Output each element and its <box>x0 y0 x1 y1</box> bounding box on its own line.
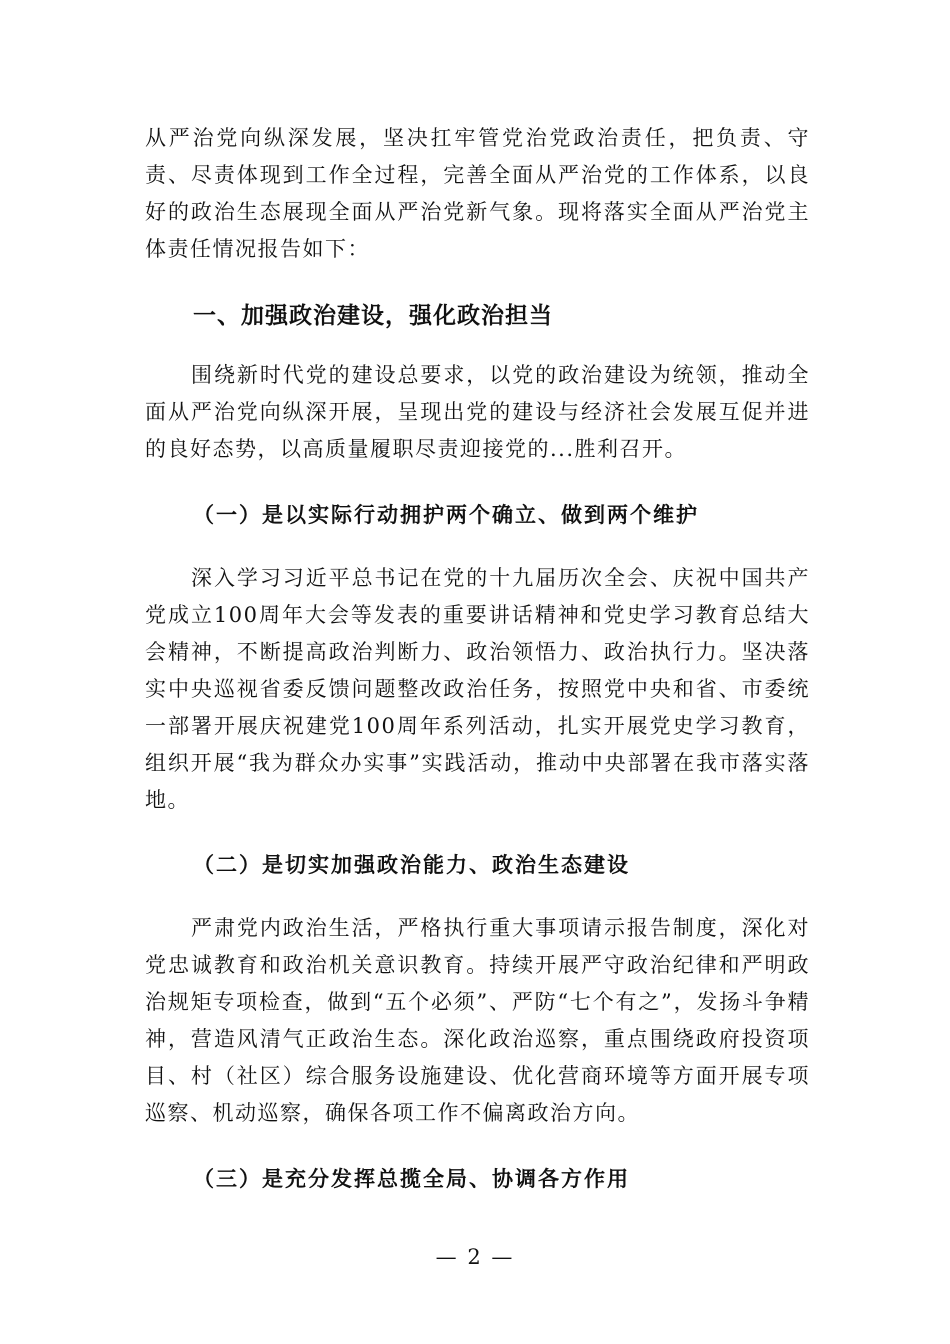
subheading-2: （二）是切实加强政治能力、政治生态建设 <box>193 852 630 877</box>
sub1-paragraph: 深入学习习近平总书记在党的十九届历次全会、庆祝中国共产党成立100周年大会等发表的重要讲话精神和党史学习教育总结大会精神，不断提高政治判断力、政治领悟力、政治执行力。坚决落实中央巡视省委反馈问题整改政治任务，按照党中央和省、市委统一部署开展庆祝建党100周年系列活动，扎实开展党史学习教育，组织开展“我为群众办实事”实践活动，推动中央部署在我市落实落地。 <box>145 566 810 812</box>
sub2-paragraph: 严肃党内政治生活，严格执行重大事项请示报告制度，深化对党忠诚教育和政治机关意识教育。持续开展严守政治纪律和严明政治规矩专项检查，做到“五个必须”、严防“七个有之”，发扬斗争精神，营造风清气正政治生态。深化政治巡察，重点围绕政府投资项目、村（社区）综合服务设施建设、优化营商环境等方面开展专项巡察、机动巡察，确保各项工作不偏离政治方向。 <box>145 916 810 1125</box>
section1-paragraph: 围绕新时代党的建设总要求，以党的政治建设为统领，推动全面从严治党向纵深开展，呈现出党的建设与经济社会发展互促并进的良好态势，以高质量履职尽责迎接党的...胜利召开。 <box>145 363 810 461</box>
section-heading-1: 一、加强政治建设，强化政治担当 <box>193 303 553 329</box>
page-number: — 2 — <box>435 1245 515 1269</box>
intro-paragraph: 从严治党向纵深发展，坚决扛牢管党治党政治责任，把负责、守责、尽责体现到工作全过程，完善全面从严治党的工作体系，以良好的政治生态展现全面从严治党新气象。现将落实全面从严治党主体责任情况报告如下： <box>145 126 810 261</box>
subheading-1: （一）是以实际行动拥护两个确立、做到两个维护 <box>193 502 699 527</box>
subheading-3: （三）是充分发挥总揽全局、协调各方作用 <box>193 1166 630 1191</box>
